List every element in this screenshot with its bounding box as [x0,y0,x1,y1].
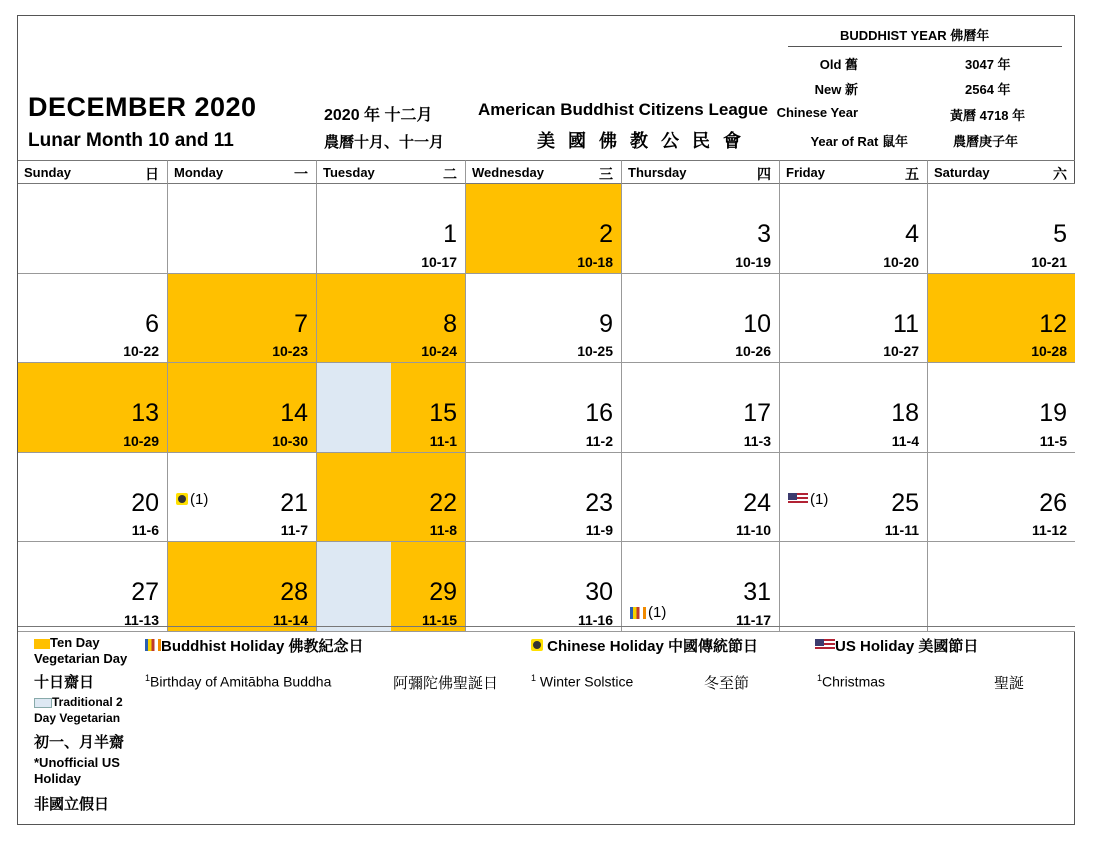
day-number: 5 [1053,220,1067,248]
buddhist-year-value: 3047 年 [965,57,1011,72]
lunar-date: 10-28 [1031,343,1067,360]
calendar-cell [317,184,466,274]
lunar-date: 11-16 [577,611,613,628]
calendar-cell [466,453,622,543]
calendar-cell [466,363,622,453]
day-number: 31 [743,578,771,607]
lunar-date: 10-27 [883,343,919,360]
day-name-chinese: 三 [599,166,613,182]
lunar-date: 10-25 [577,343,613,360]
us-note [817,673,885,690]
day-number: 27 [131,578,159,607]
day-header-thursday [622,160,780,184]
lunar-date: 11-10 [735,522,771,539]
day-number: 18 [891,399,919,428]
day-number: 25 [891,488,919,517]
calendar-cell [317,542,466,632]
day-number: 20 [131,488,159,517]
day-number: 16 [585,399,613,428]
chinese-note-english: Winter Solstice [536,673,634,690]
legend-us-holiday-label: US Holiday 美國節日 [835,638,979,655]
calendar-cell [168,453,317,543]
day-header-monday [168,160,317,184]
lunar-date: 11-13 [123,611,159,628]
legend [18,626,1075,827]
organization-name: American Buddhist Citizens League [478,100,768,119]
lunar-date: 11-17 [735,611,771,628]
day-number: 1 [443,220,457,248]
lunar-date: 11-9 [585,522,613,539]
legend-buddhist-holiday-label: Buddhist Holiday 佛教紀念日 [161,638,364,655]
chinese-holiday-icon [176,493,188,505]
calendar-cell [18,542,168,632]
day-name: Sunday [24,165,71,180]
calendar-cell [780,542,928,632]
organization-name-chinese: 美 國 佛 教 公 民 會 [537,131,746,151]
day-number: 11 [893,309,919,338]
calendar-cell [780,453,928,543]
legend-ten-day-chinese: 十日齋日 [34,674,95,691]
calendar-cell [317,274,466,364]
calendar-cell [466,274,622,364]
buddhist-year-label: Year of Rat 鼠年 [810,134,908,149]
day-number: 24 [743,488,771,517]
footnote-marker: 1 [531,673,537,683]
footnote-marker: 1 [145,673,151,683]
legend-ten-day [34,635,100,650]
calendar-cell [928,274,1075,364]
day-number: 14 [280,399,308,428]
buddhist-note-english: Birthday of Amitābha Buddha [150,673,332,690]
calendar-cell [622,363,780,453]
lunar-date: 11-14 [272,611,308,628]
legend-ten-day-label: Ten Day [50,635,100,650]
day-number: 12 [1039,309,1067,338]
lunar-date: 11-5 [1039,432,1067,449]
day-number: 29 [429,578,457,607]
lunar-date: 11-3 [743,432,771,449]
legend-chinese-holiday [531,635,758,656]
buddhist-year-title: BUDDHIST YEAR 佛曆年 [840,28,990,43]
orange-swatch-icon [34,639,50,649]
lunar-date: 11-6 [131,522,159,539]
day-header-friday [780,160,928,184]
day-number: 13 [131,399,159,428]
calendar-cell [928,184,1075,274]
calendar-cell [622,274,780,364]
calendar-cell [780,184,928,274]
calendar-cell [18,363,168,453]
footnote-marker: 1 [817,673,823,683]
holiday-footnote: (1) [190,490,209,508]
calendar-cell [317,453,466,543]
calendar-cell [928,363,1075,453]
holiday-footnote: (1) [648,604,667,622]
calendar-cell [928,542,1075,632]
buddhist-year-value: 2564 年 [965,82,1011,97]
day-number: 2 [599,220,613,248]
day-number: 26 [1039,488,1067,517]
day-number: 4 [905,220,919,248]
us-flag-icon [788,493,808,505]
calendar-sheet [17,15,1075,825]
day-header-sunday [18,160,168,184]
day-name-chinese: 二 [443,166,457,182]
lunar-date: 10-21 [1031,253,1067,270]
day-name: Wednesday [472,165,545,180]
buddhist-flag-icon [630,607,646,619]
legend-traditional [34,695,123,709]
day-header-saturday [928,160,1075,184]
us-note-english: Christmas [822,673,886,690]
day-number: 30 [585,578,613,607]
legend-vegetarian-day-label: Vegetarian Day [34,651,128,666]
day-number: 28 [280,578,308,607]
blue-swatch-icon [34,698,52,708]
calendar-cell [168,184,317,274]
us-flag-icon [815,639,835,651]
legend-unofficial-chinese: 非國立假日 [34,796,110,813]
legend-unofficial-label: *Unofficial US [34,755,120,770]
calendar-cell [780,274,928,364]
holiday-marker [630,604,666,621]
calendar-cell [622,542,780,632]
day-name-chinese: 四 [757,166,771,182]
holiday-marker [176,491,208,508]
traditional-vegetarian-shade [317,542,391,631]
buddhist-year-label: Old 舊 [819,57,858,72]
day-number: 9 [599,309,613,338]
lunar-date: 10-29 [123,432,159,449]
lunar-date: 11-1 [429,432,457,449]
holiday-marker [788,491,828,508]
lunar-date: 10-17 [421,253,457,270]
calendar-cell [466,542,622,632]
buddhist-year-label: Chinese Year [776,105,858,120]
legend-unofficial-label-2: Holiday [34,771,81,786]
calendar-cell [168,542,317,632]
calendar-cell [18,453,168,543]
lunar-date: 10-26 [735,343,771,360]
us-note-chinese: 聖誕 [994,675,1025,692]
day-number: 10 [743,309,771,338]
lunar-date: 10-22 [123,343,159,360]
calendar-cell [928,453,1075,543]
lunar-month-title: Lunar Month 10 and 11 [28,130,234,151]
day-number: 6 [145,309,159,338]
calendar-cell [168,274,317,364]
day-number: 23 [585,488,613,517]
buddhist-year-value: 農曆庚子年 [953,134,1019,149]
chinese-note-chinese: 冬至節 [704,675,750,692]
buddhist-flag-icon [145,639,161,651]
calendar-cell [168,363,317,453]
day-header-tuesday [317,160,466,184]
lunar-date: 11-8 [429,522,457,539]
day-number: 8 [443,309,457,338]
chinese-year-month: 2020 年 十二月 [324,107,433,124]
day-name-chinese: 五 [905,166,919,182]
day-number: 15 [429,399,457,428]
day-name: Monday [174,165,224,180]
buddhist-note-chinese: 阿彌陀佛聖誕日 [393,675,499,692]
day-header-wednesday [466,160,622,184]
calendar-cell [18,184,168,274]
buddhist-year-value: 黃曆 4718 年 [950,108,1026,123]
legend-traditional-label: Traditional 2 [52,695,123,709]
lunar-date: 11-15 [421,611,457,628]
legend-buddhist-holiday [145,635,364,656]
legend-us-holiday [815,635,978,656]
lunar-date: 10-20 [883,253,919,270]
legend-traditional-chinese: 初一、月半齋 [34,734,125,751]
lunar-date: 11-4 [891,432,919,449]
day-name: Friday [786,165,826,180]
buddhist-year-divider [788,46,1062,47]
holiday-footnote: (1) [810,490,829,508]
calendar-cell [622,184,780,274]
buddhist-year-label: New 新 [814,82,858,97]
day-number: 22 [429,488,457,517]
lunar-date: 10-18 [577,253,613,270]
chinese-holiday-icon [531,639,543,651]
legend-day-vegetarian-label: Day Vegetarian [34,711,121,725]
lunar-date: 10-23 [272,343,308,360]
legend-chinese-holiday-label: Chinese Holiday 中國傳統節日 [547,638,759,655]
lunar-date: 11-7 [280,522,308,539]
day-number: 7 [294,309,308,338]
lunar-date: 10-19 [735,253,771,270]
buddhist-note [145,673,331,690]
lunar-date: 11-12 [1031,522,1067,539]
calendar-cell [317,363,466,453]
day-number: 3 [757,220,771,248]
lunar-date: 11-11 [884,522,919,539]
calendar-cell [622,453,780,543]
lunar-date: 10-24 [421,343,457,360]
day-number: 21 [280,488,308,517]
day-name-chinese: 日 [145,166,159,182]
day-name: Saturday [934,165,990,180]
traditional-vegetarian-shade [317,363,391,452]
lunar-date: 11-2 [585,432,613,449]
day-name-chinese: 一 [294,166,308,182]
day-name: Tuesday [323,165,375,180]
day-number: 19 [1039,399,1067,428]
calendar-cell [18,274,168,364]
calendar-cell [780,363,928,453]
day-name: Thursday [628,165,687,180]
month-title: DECEMBER 2020 [28,92,257,122]
day-number: 17 [743,399,771,428]
lunar-date: 10-30 [272,432,308,449]
chinese-lunar-months: 農曆十月、十一月 [324,134,445,151]
chinese-note [531,673,633,690]
calendar-cell [466,184,622,274]
day-name-chinese: 六 [1053,166,1067,182]
